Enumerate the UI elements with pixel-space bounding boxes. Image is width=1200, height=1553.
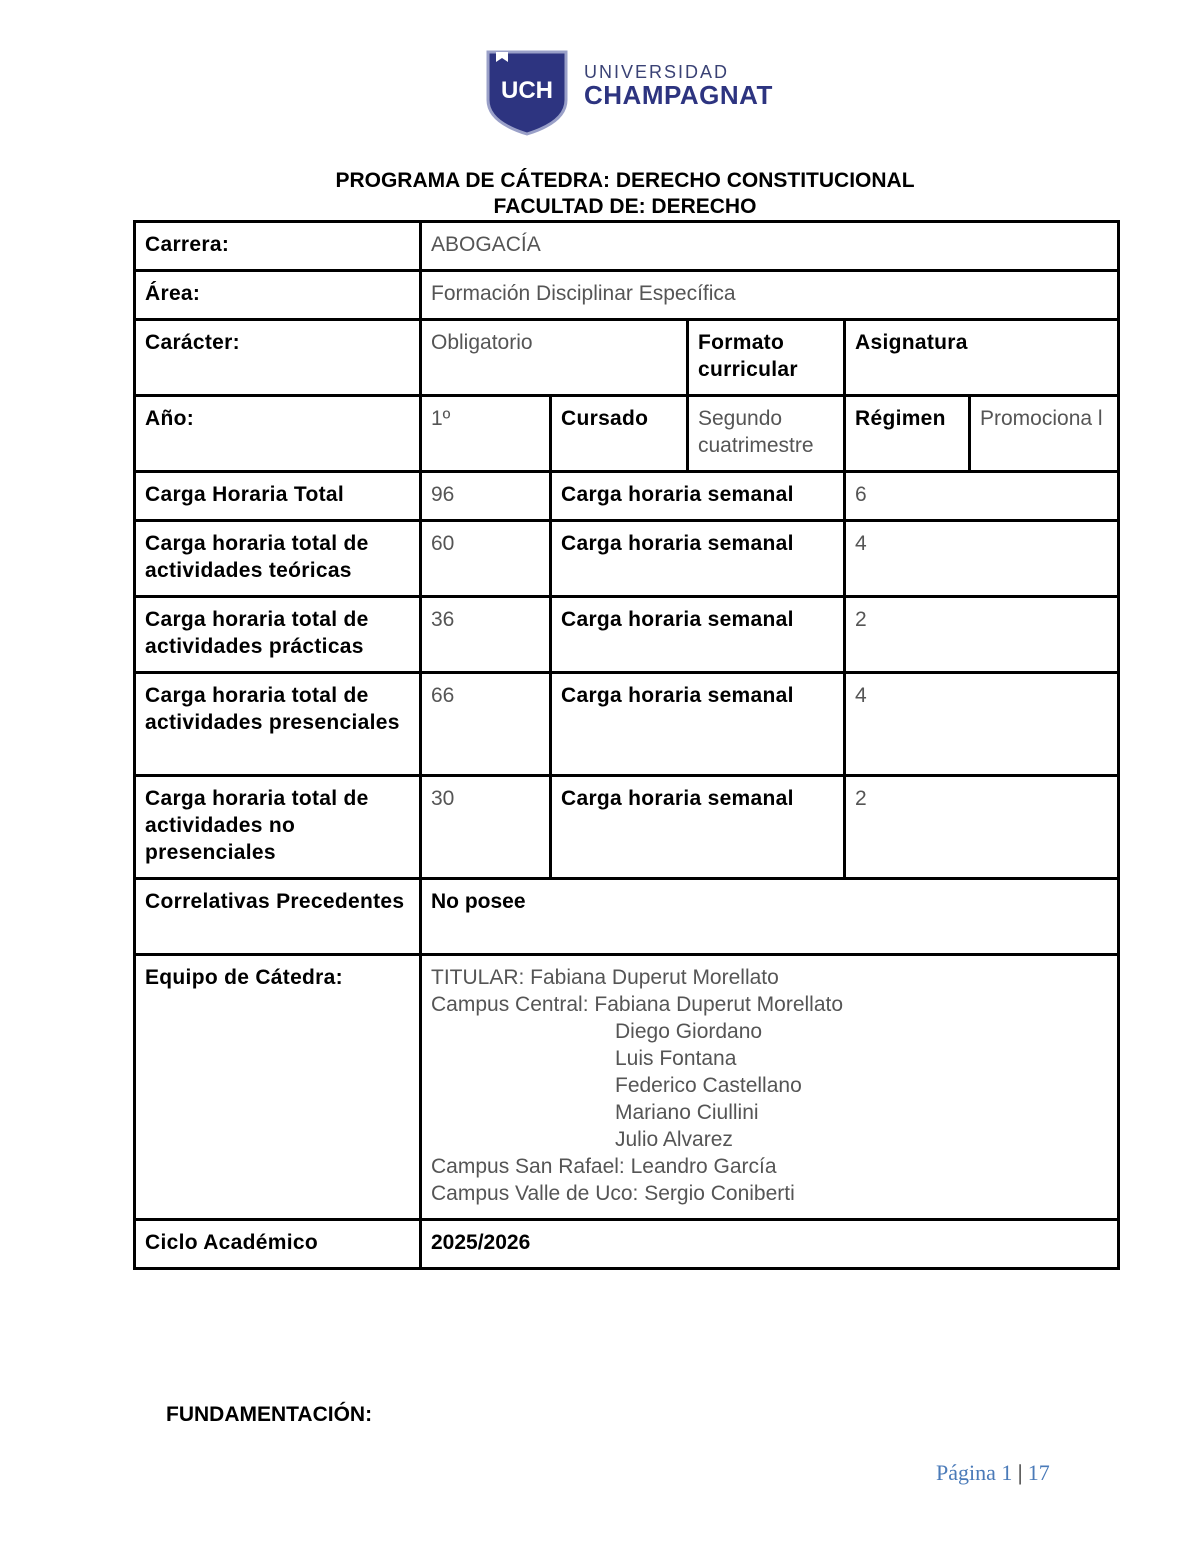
table-row (135, 776, 1119, 879)
formato-label: Formato curricular (688, 320, 845, 396)
team-campus-central: Campus Central: Fabiana Duperut Morellato (431, 993, 844, 1016)
hours-value: 96 (421, 472, 551, 521)
course-info-table (133, 220, 1120, 1270)
anio-label: Año: (135, 396, 421, 472)
cursado-value: Segundo cuatrimestre (688, 396, 845, 472)
caracter-label: Carácter: (135, 320, 421, 396)
weekly-value: 2 (845, 597, 1119, 673)
table-row (135, 521, 1119, 597)
carrera-label: Carrera: (135, 222, 421, 271)
table-row (135, 673, 1119, 776)
weekly-label: Carga horaria semanal (551, 521, 845, 597)
weekly-label: Carga horaria semanal (551, 776, 845, 879)
hours-value: 36 (421, 597, 551, 673)
area-label: Área: (135, 271, 421, 320)
row-area (135, 271, 1119, 320)
formato-value: Asignatura (845, 320, 1119, 396)
regimen-label: Régimen (845, 396, 970, 472)
logo-initials: UCH (501, 77, 553, 104)
ciclo-label: Ciclo Académico (135, 1220, 421, 1269)
weekly-value: 2 (845, 776, 1119, 879)
weekly-value: 4 (845, 521, 1119, 597)
weekly-label: Carga horaria semanal (551, 597, 845, 673)
page-word: Página (936, 1460, 996, 1485)
section-heading: FUNDAMENTACIÓN: (166, 1403, 373, 1426)
row-correlativas (135, 879, 1119, 955)
hours-label: Carga horaria total de actividades teóricas (135, 521, 421, 597)
logo-university-name: CHAMPAGNAT (584, 80, 773, 110)
page-number: 1 (1001, 1460, 1013, 1485)
caracter-value: Obligatorio (421, 320, 688, 396)
hours-label: Carga horaria total de actividades prácticas (135, 597, 421, 673)
correlativas-label: Correlativas Precedentes (135, 879, 421, 955)
team-member: Mariano Ciullini (615, 1101, 759, 1124)
team-titular: TITULAR: Fabiana Duperut Morellato (431, 966, 779, 989)
area-value: Formación Disciplinar Específica (421, 271, 1119, 320)
team-member: Federico Castellano (615, 1074, 802, 1097)
weekly-value: 6 (845, 472, 1119, 521)
row-caracter (135, 320, 1119, 396)
row-ciclo (135, 1220, 1119, 1269)
row-equipo (135, 955, 1119, 1220)
row-anio (135, 396, 1119, 472)
cursado-label: Cursado (551, 396, 688, 472)
page-separator: | (1017, 1460, 1023, 1485)
ciclo-value: 2025/2026 (421, 1220, 1119, 1269)
team-campus-valle-uco: Campus Valle de Uco: Sergio Coniberti (431, 1182, 795, 1205)
correlativas-value: No posee (421, 879, 1119, 955)
team-member: Julio Alvarez (615, 1128, 733, 1151)
regimen-value: Promociona l (970, 396, 1119, 472)
weekly-value: 4 (845, 673, 1119, 776)
team-member: Luis Fontana (615, 1047, 737, 1070)
anio-value: 1º (421, 396, 551, 472)
carrera-value: ABOGACÍA (421, 222, 1119, 271)
table-row (135, 597, 1119, 673)
document-title: PROGRAMA DE CÁTEDRA: DERECHO CONSTITUCIONAL (335, 169, 915, 192)
team-member: Diego Giordano (615, 1020, 763, 1043)
row-carrera (135, 222, 1119, 271)
hours-label: Carga horaria total de actividades presenciales (135, 673, 421, 776)
weekly-label: Carga horaria semanal (551, 472, 845, 521)
equipo-list (421, 955, 1119, 1220)
logo-university-word: UNIVERSIDAD (584, 62, 730, 82)
faculty-title: FACULTAD DE: DERECHO (493, 195, 757, 218)
hours-label: Carga Horaria Total (135, 472, 421, 521)
shield-logo-icon (486, 48, 570, 138)
hours-label: Carga horaria total de actividades no presenciales (135, 776, 421, 879)
page-footer (936, 1460, 1050, 1486)
table-row (135, 472, 1119, 521)
weekly-label: Carga horaria semanal (551, 673, 845, 776)
hours-value: 66 (421, 673, 551, 776)
equipo-label: Equipo de Cátedra: (135, 955, 421, 1220)
hours-value: 30 (421, 776, 551, 879)
hours-value: 60 (421, 521, 551, 597)
total-pages: 17 (1027, 1460, 1050, 1485)
team-campus-san-rafael: Campus San Rafael: Leandro García (431, 1155, 777, 1178)
